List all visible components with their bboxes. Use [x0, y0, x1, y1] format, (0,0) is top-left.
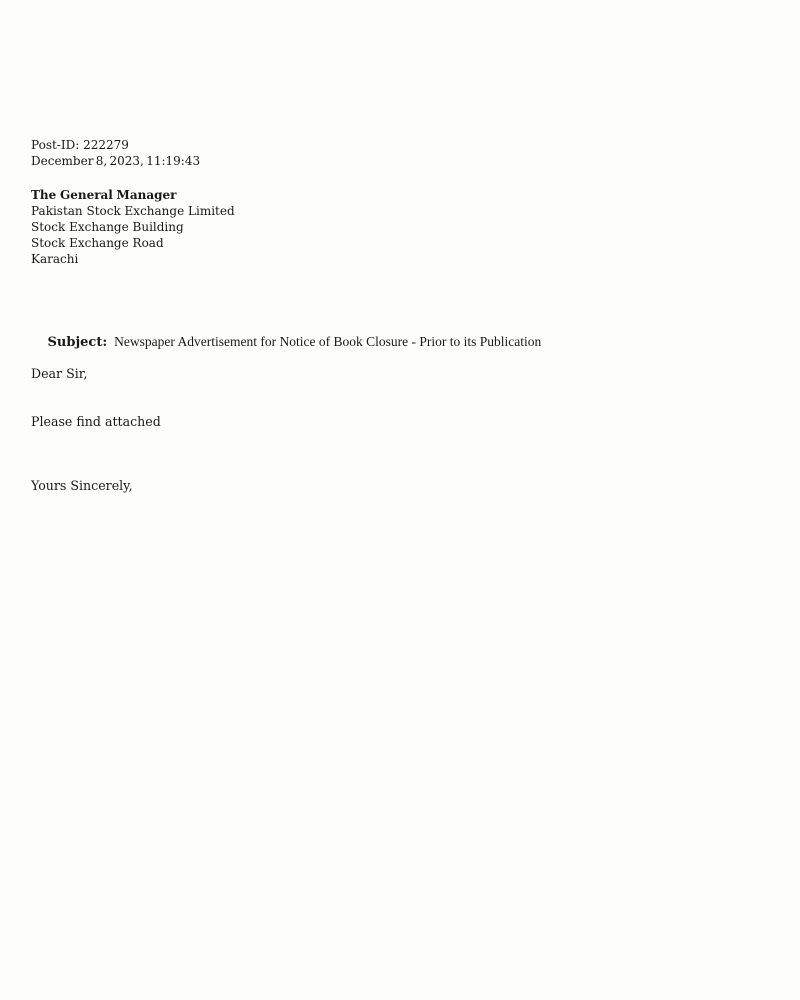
body-text: Please find attached — [31, 414, 161, 429]
recipient-address-line: Stock Exchange Building — [31, 220, 184, 234]
post-id-line: Post-ID: 222279 — [31, 138, 129, 152]
recipient-address-line: Pakistan Stock Exchange Limited — [31, 204, 235, 218]
recipient-address-line: Stock Exchange Road — [31, 236, 164, 250]
date-line: December 8, 2023, 11:19:43 — [31, 154, 201, 168]
salutation: Dear Sir, — [31, 366, 88, 381]
closing: Yours Sincerely, — [31, 478, 133, 493]
recipient-title: The General Manager — [31, 188, 177, 202]
subject-line — [31, 315, 541, 370]
subject-label: Subject: — [47, 335, 108, 350]
recipient-address-line: Karachi — [31, 252, 79, 266]
subject-text: Newspaper Advertisement for Notice of Book Closure - Prior to its Publication — [114, 334, 542, 349]
